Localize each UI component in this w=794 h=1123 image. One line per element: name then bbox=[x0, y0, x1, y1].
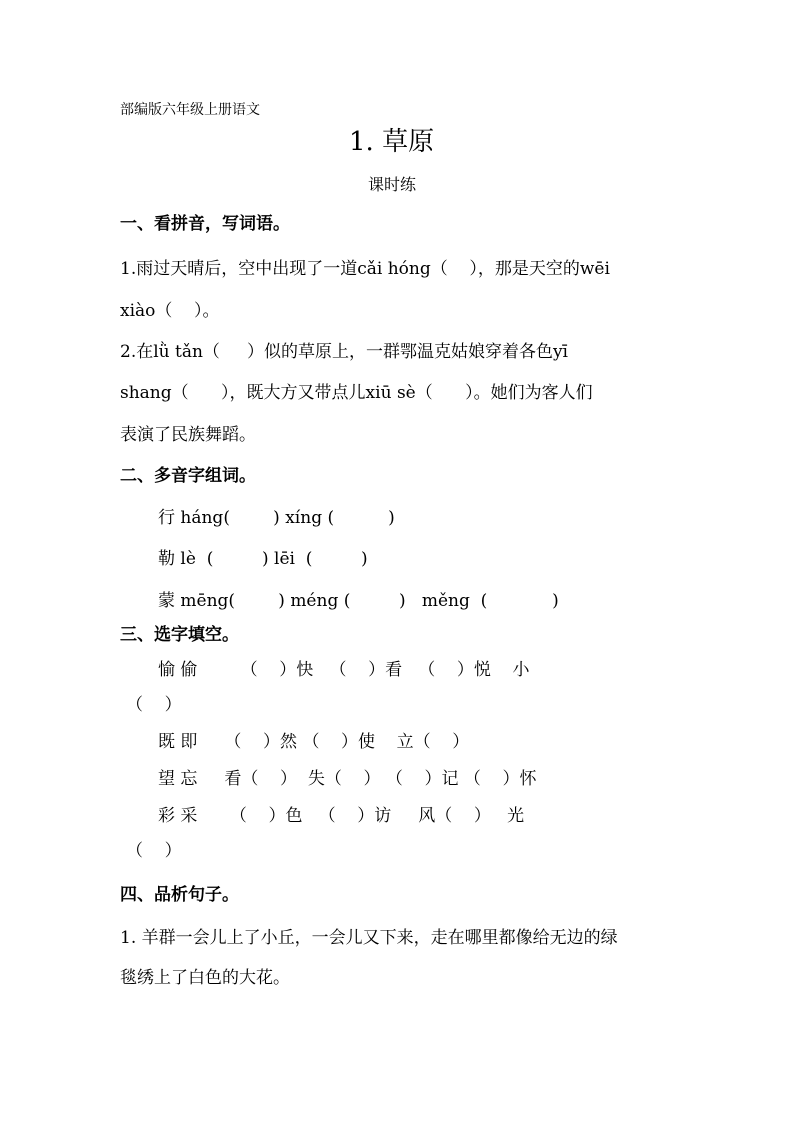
section3-heading: 三、选字填空。 bbox=[120, 625, 239, 645]
polyphone-row-meng: 蒙 mēng( ) méng ( ) měng ( ) bbox=[158, 591, 559, 611]
section4-q1-line1: 1. 羊群一会儿上了小丘，一会儿又下来，走在哪里都像给无边的绿 bbox=[120, 928, 618, 948]
section1-q2-line2: shang（ ），既大方又带点儿xiū sè（ ）。她们为客人们 bbox=[120, 383, 593, 403]
page-title: 1. 草原 bbox=[349, 127, 435, 157]
section4-q1-line2: 毯绣上了白色的大花。 bbox=[120, 968, 290, 988]
page-subtitle: 课时练 bbox=[368, 175, 417, 194]
choice-row-cai-cai: 彩 采 （ ）色 （ ）访 风（ ） 光 bbox=[158, 806, 525, 826]
polyphone-row-hang: 行 háng( ) xíng ( ) bbox=[158, 508, 395, 528]
section1-q2-line1: 2.在lǜ tǎn（ ）似的草原上，一群鄂温克姑娘穿着各色yī bbox=[120, 342, 568, 362]
section1-q1-line2: xiào（ ）。 bbox=[120, 301, 220, 321]
section2-heading: 二、多音字组词。 bbox=[120, 466, 256, 486]
choice-row-wang-wang: 望 忘 看（ ） 失（ ） （ ）记 （ ）怀 bbox=[158, 769, 537, 789]
section1-q1-line1: 1.雨过天晴后，空中出现了一道cǎi hóng（ ），那是天空的wēi bbox=[120, 259, 610, 279]
choice-row-yu-tou-wrap: （ ） bbox=[126, 695, 182, 715]
choice-row-yu-tou: 愉 偷 （ ）快 （ ）看 （ ）悦 小 bbox=[158, 660, 530, 680]
section4-heading: 四、品析句子。 bbox=[120, 885, 239, 905]
polyphone-row-le: 勒 lè ( ) lēi ( ) bbox=[158, 549, 368, 569]
choice-row-cai-cai-wrap: （ ） bbox=[126, 841, 182, 861]
section1-heading: 一、看拼音，写词语。 bbox=[120, 214, 290, 234]
edition-label: 部编版六年级上册语文 bbox=[120, 102, 260, 118]
section1-q2-line3: 表演了民族舞蹈。 bbox=[120, 425, 256, 445]
choice-row-ji-ji: 既 即 （ ）然 （ ）使 立（ ） bbox=[158, 732, 470, 752]
